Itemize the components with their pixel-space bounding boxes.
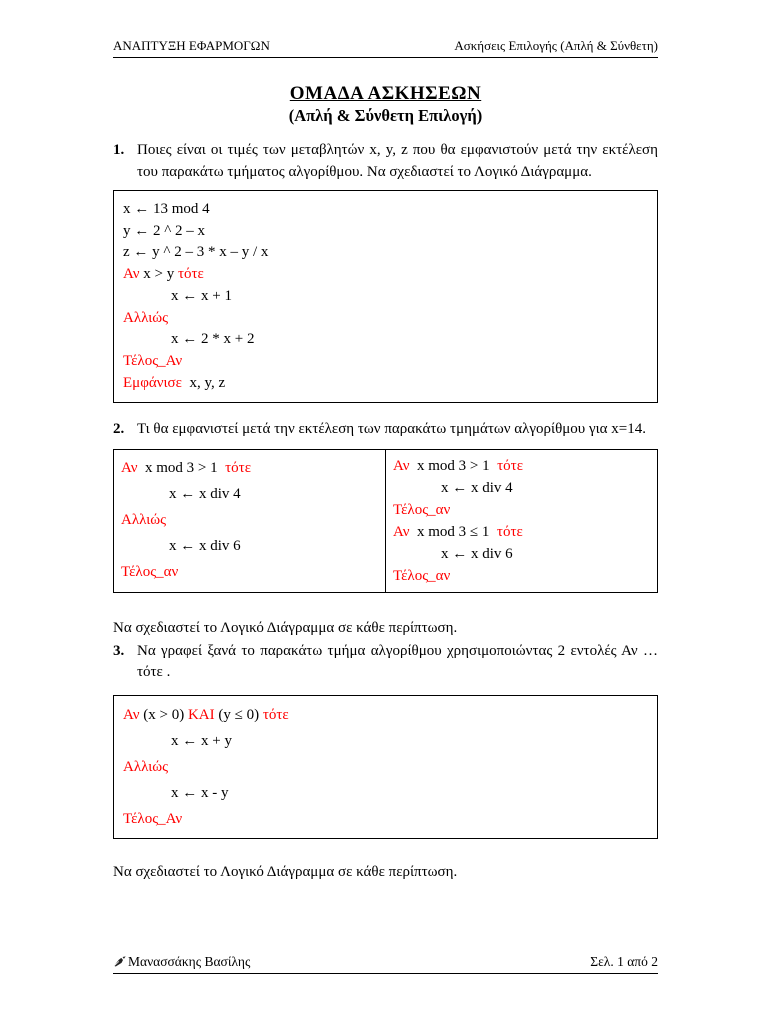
code-text: (y ≤ 0) xyxy=(214,706,263,723)
code-line xyxy=(393,455,652,477)
footer-author-name: Μανασσάκης Βασίλης xyxy=(128,954,251,969)
code-line xyxy=(123,308,648,330)
code-keyword: Αν xyxy=(393,457,410,474)
question-1 xyxy=(113,140,658,183)
note-after-table: Να σχεδιαστεί το Λογικό Διάγραμμα σε κάθε περίπτωση. xyxy=(113,619,458,636)
code-keyword: Αλλιώς xyxy=(123,309,169,326)
code-keyword: Αν xyxy=(123,266,140,283)
code-keyword: Τέλος_αν xyxy=(393,567,451,584)
code-box-1 xyxy=(113,190,658,403)
code-keyword: τότε xyxy=(225,459,252,476)
code-text: x ← 2 * x + 2 xyxy=(171,331,255,348)
code-text: x ← x + y xyxy=(171,732,232,749)
code-keyword: Τέλος_Αν xyxy=(123,810,183,827)
code-line xyxy=(123,242,648,264)
code-keyword: τότε xyxy=(177,266,204,283)
code-keyword: Αλλιώς xyxy=(123,758,169,775)
code-text: x mod 3 > 1 xyxy=(409,457,498,474)
code-line xyxy=(393,543,652,565)
question-3 xyxy=(113,641,658,684)
code-line xyxy=(121,455,378,481)
code-line xyxy=(123,351,648,373)
code-line xyxy=(393,565,652,587)
code-keyword: Αν xyxy=(123,706,140,723)
code-line xyxy=(121,481,378,507)
code-text: x ← 13 mod 4 xyxy=(123,201,210,217)
code-table-cell-right xyxy=(386,450,659,592)
code-keyword: Τέλος_Αν xyxy=(123,352,183,369)
code-line xyxy=(123,221,648,243)
pen-icon xyxy=(113,956,127,968)
code-line xyxy=(123,702,648,728)
code-line xyxy=(123,199,648,221)
page-content xyxy=(113,0,658,883)
page-footer xyxy=(113,954,658,974)
question-2-number: 2. xyxy=(113,421,125,438)
question-1-number: 1. xyxy=(113,142,125,158)
code-keyword: ΚΑΙ xyxy=(187,706,215,723)
code-line xyxy=(123,780,648,806)
code-line xyxy=(121,507,378,533)
code-keyword: τότε xyxy=(262,706,289,723)
code-text: x ← x + 1 xyxy=(171,287,232,304)
header-left-text: ΑΝΑΠΤΥΞΗ ΕΦΑΡΜΟΓΩΝ xyxy=(113,38,270,53)
page-subtitle: (Απλή & Σύνθετη Επιλογή) xyxy=(288,106,483,125)
footer-page-number: Σελ. 1 από 2 xyxy=(590,954,658,969)
code-text: y ← 2 ^ 2 – x xyxy=(123,222,206,239)
code-line xyxy=(121,559,378,585)
code-table xyxy=(113,449,658,593)
code-text: x mod 3 ≤ 1 xyxy=(409,523,497,540)
code-line xyxy=(123,728,648,754)
code-keyword: Τέλος_αν xyxy=(393,501,451,518)
code-keyword: τότε xyxy=(496,523,523,540)
code-line xyxy=(123,373,648,395)
code-keyword: Αν xyxy=(393,523,410,540)
code-line xyxy=(123,806,648,832)
code-line xyxy=(393,477,652,499)
code-text: x ← x div 4 xyxy=(169,485,241,502)
code-line xyxy=(123,754,648,780)
question-2 xyxy=(113,419,658,441)
code-keyword: Τέλος_αν xyxy=(121,563,179,580)
code-text: x ← x div 6 xyxy=(169,537,241,554)
page-header xyxy=(113,38,658,58)
code-text: x > y xyxy=(139,266,178,283)
code-line xyxy=(123,329,648,351)
footer-author xyxy=(113,954,250,970)
code-text: x ← x div 4 xyxy=(441,479,513,496)
code-text: x mod 3 > 1 xyxy=(137,459,226,476)
code-text: x ← x - y xyxy=(171,784,229,801)
header-right-text: Ασκήσεις Επιλογής (Απλή & Σύνθετη) xyxy=(454,38,658,53)
code-text: x ← x div 6 xyxy=(441,545,513,562)
question-3-text: Να γραφεί ξανά το παρακάτω τμήμα αλγορίθμου χρησιμοποιώντας 2 εντολές Αν … τότε . xyxy=(137,642,658,681)
code-keyword: Αλλιώς xyxy=(121,511,167,528)
code-line xyxy=(121,533,378,559)
code-line xyxy=(123,264,648,286)
question-3-number: 3. xyxy=(113,642,125,659)
note-after-box3: Να σχεδιαστεί το Λογικό Διάγραμμα σε κάθε περίπτωση. xyxy=(113,863,458,880)
question-2-text: Τι θα εμφανιστεί μετά την εκτέλεση των παρακάτω τμημάτων αλγορίθμου για x=14. xyxy=(137,421,646,438)
code-keyword: τότε xyxy=(497,457,524,474)
code-line xyxy=(123,286,648,308)
code-text: x, y, z xyxy=(181,374,226,391)
code-text: (x > 0) xyxy=(139,706,188,723)
code-text: z ← y ^ 2 – 3 * x – y / x xyxy=(123,244,269,261)
code-keyword: Αν xyxy=(121,459,138,476)
code-box-3 xyxy=(113,695,658,839)
question-1-text: Ποιες είναι οι τιμές των μεταβλητών x, y, z που θα εμφανιστούν μετά την εκτέλεση του παρακάτω τμήματος αλγορίθμου. Να σχεδιαστεί το Λογικό Διάγραμμα. xyxy=(137,142,658,180)
code-keyword: Εμφάνισε xyxy=(123,374,182,391)
page-title: ΟΜΑΔΑ ΑΣΚΗΣΕΩΝ xyxy=(289,83,482,104)
code-line xyxy=(393,499,652,521)
code-line xyxy=(393,521,652,543)
code-table-cell-left xyxy=(114,450,386,592)
